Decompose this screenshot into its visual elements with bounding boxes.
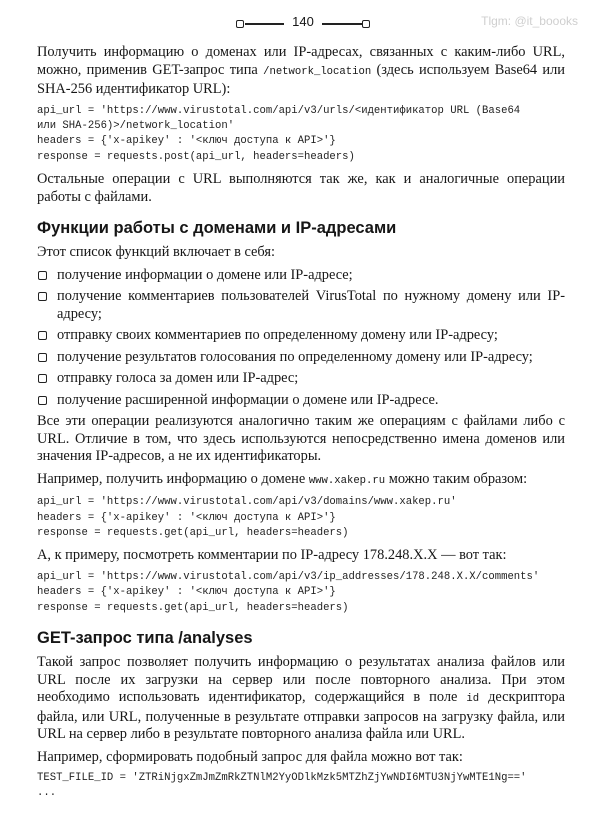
list-item (37, 349, 565, 367)
page-content (37, 44, 565, 808)
functions-list (37, 267, 565, 410)
code-block-analyses (37, 771, 565, 802)
intro-text-2: (здесь используем Base64 или SHA-256 идентификатор URL): (37, 61, 565, 97)
code-line: headers = {'x-apikey' : '<ключ доступа к API>'} (37, 135, 336, 148)
code-line: headers = {'x-apikey' : '<ключ доступа к API>'} (37, 586, 336, 599)
operations-paragraph: Все эти операции реализуются аналогично таким же операциям с файлами либо с URL. Отличие в том, что здесь используются непосредственно имена доменов или значения IP-адресов, а не их идентификаторы. (37, 413, 565, 465)
checkbox-bullet-icon (38, 396, 47, 405)
inline-code-id: id (466, 693, 480, 706)
network-location-intro (37, 44, 565, 99)
ornament-line-right (322, 23, 362, 25)
checkbox-bullet-icon (38, 271, 47, 280)
analyses-text-2: дескриптора файла, или URL, полученные в результате отправки запросов на загрузку файла, или URL на сервер либо в результате повторного анализа файла или URL. (37, 689, 565, 743)
intro-text-1: Получить информацию о доменах или IP-адресах, связанных с каким-либо URL, можно, применив GET-запрос типа (37, 44, 565, 78)
list-item-text: получение расширенной информации о домене или IP-адресе. (57, 391, 439, 408)
code-block-network-location (37, 104, 565, 166)
checkbox-bullet-icon (38, 331, 47, 340)
ornament-square-left (236, 20, 244, 28)
page-header (0, 10, 600, 40)
analyses-example-intro: Например, сформировать подобный запрос для файла можно вот так: (37, 748, 463, 765)
code-line: response = requests.get(api_url, headers=headers) (37, 526, 349, 539)
domain-example-intro (37, 471, 565, 491)
url-operations-note: Остальные операции с URL выполняются так же, как и аналогичные операции работы с файлами. (37, 171, 565, 205)
list-item-text: получение комментариев пользователей VirusTotal по нужному домену или IP-адресу; (57, 288, 565, 322)
code-line: response = requests.post(api_url, headers=headers) (37, 150, 355, 163)
list-item (37, 370, 565, 388)
functions-lead: Этот список функций включает в себя: (37, 244, 275, 261)
list-item-text: отправку голоса за домен или IP-адрес; (57, 370, 299, 387)
example-text-1: Например, получить информацию о домене (37, 470, 309, 487)
code-line: TEST_FILE_ID = 'ZTRiNjgxZmJmZmRkZTNlM2YyODlkMzk5MTZhZjYwNDI6MTU3NjYwMTE1Ng==' (37, 772, 527, 785)
code-block-ip-comments (37, 570, 565, 616)
analyses-text-1: Такой запрос позволяет получить информацию о результатах анализа файлов или URL после их загрузки на сервер или после повторного анализа. При этом необходимо использовать идентификатор, содержащийся в поле (37, 654, 565, 706)
page-number: 140 (292, 14, 314, 29)
section-heading-domains: Функции работы с доменами и IP-адресами (37, 219, 397, 238)
list-item (37, 267, 565, 285)
code-line: api_url = 'https://www.virustotal.com/api/v3/urls/<идентификатор URL (Base64 (37, 104, 521, 117)
ornament-square-right (362, 20, 370, 28)
code-line: headers = {'x-apikey' : '<ключ доступа к API>'} (37, 511, 336, 524)
list-item (37, 327, 565, 345)
list-item-text: получение информации о домене или IP-адресе; (57, 266, 353, 283)
inline-code-domain: www.xakep.ru (308, 474, 386, 487)
analyses-paragraph (37, 654, 565, 744)
code-line: api_url = 'https://www.virustotal.com/api/v3/domains/www.xakep.ru' (37, 496, 457, 509)
code-line: response = requests.get(api_url, headers=headers) (37, 601, 349, 614)
inline-code-network-location: /network_location (263, 65, 372, 78)
code-line: api_url = 'https://www.virustotal.com/api/v3/ip_addresses/178.248.X.X/comments' (37, 570, 540, 583)
checkbox-bullet-icon (38, 374, 47, 383)
ip-example-intro: А, к примеру, посмотреть комментарии по IP-адресу 178.248.X.X — вот так: (37, 547, 507, 564)
example-text-2: можно таким образом: (385, 470, 528, 487)
checkbox-bullet-icon (38, 292, 47, 301)
watermark: Tlgm: @it_boooks (481, 14, 578, 28)
list-item (37, 288, 565, 323)
code-line: ... (37, 787, 57, 800)
list-item-text: получение результатов голосования по определенному домену или IP-адресу; (57, 348, 533, 365)
code-block-domain (37, 495, 565, 541)
checkbox-bullet-icon (38, 353, 47, 362)
list-item (37, 392, 565, 410)
ornament-line-left (245, 23, 284, 25)
list-item-text: отправку своих комментариев по определенному домену или IP-адресу; (57, 327, 498, 344)
section-heading-analyses: GET-запрос типа /analyses (37, 629, 253, 648)
code-line: или SHA-256)>/network_location' (37, 119, 235, 132)
